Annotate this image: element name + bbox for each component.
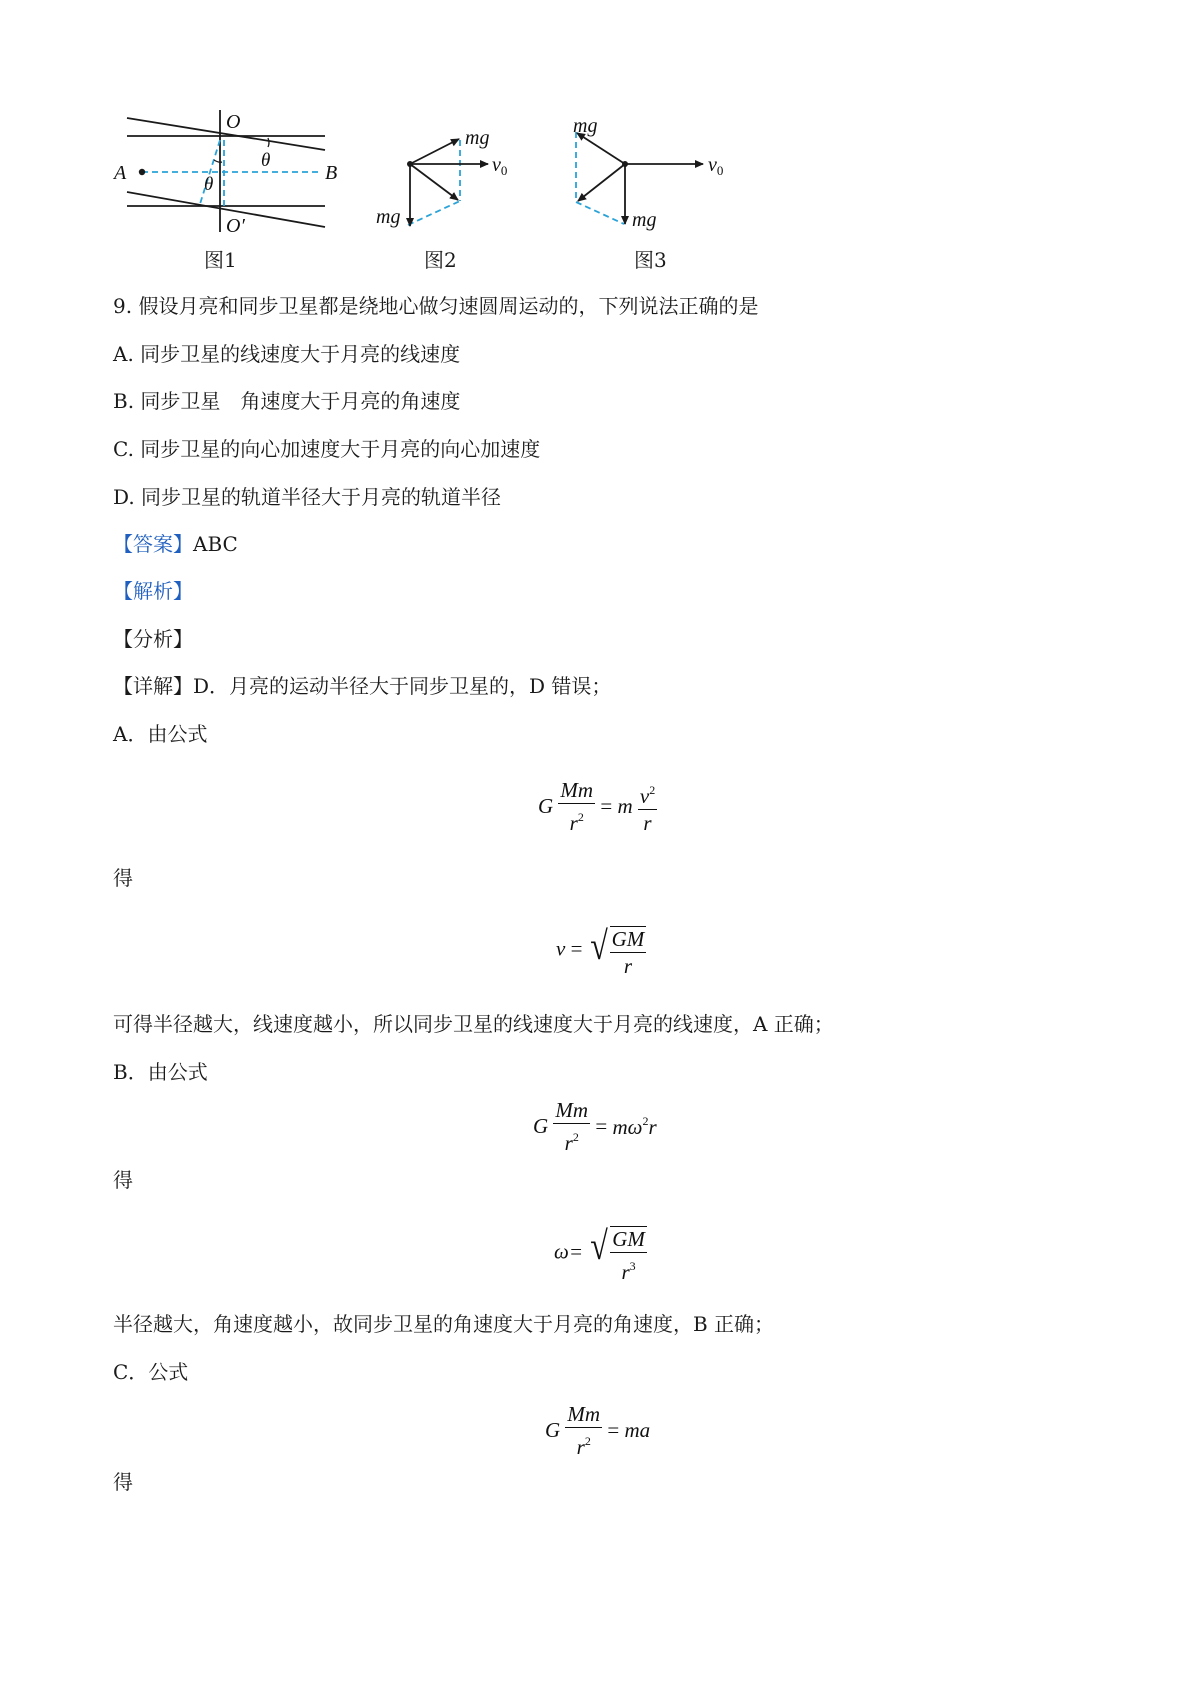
detail-c-intro: C．公式 bbox=[113, 1360, 189, 1384]
f2-den: r bbox=[623, 954, 633, 978]
fig1-point-a bbox=[139, 169, 145, 175]
f2-eq: = bbox=[570, 936, 583, 961]
fig1-angle-arc-top bbox=[268, 138, 269, 147]
formula-3 bbox=[533, 1098, 657, 1155]
f4-den: $r^3$ bbox=[621, 1259, 636, 1284]
analysis-label: 【解析】 bbox=[113, 579, 193, 603]
f1-num: Mm bbox=[560, 778, 594, 802]
fenxi-label: 【分析】 bbox=[113, 627, 193, 651]
fig2-label-v0: $v_0$ bbox=[492, 154, 508, 178]
option-d: D. 同步卫星的轨道半径大于月亮的轨道半径 bbox=[113, 485, 502, 509]
f2-sqrt: √ $\frac{GM}{r}$ bbox=[589, 923, 645, 978]
fig1-label-theta-mid: θ bbox=[204, 174, 214, 195]
formula-5 bbox=[545, 1402, 650, 1459]
option-a: A. 同步卫星的线速度大于月亮的线速度 bbox=[113, 342, 461, 366]
detail-a-conclusion: 可得半径越大，线速度越小，所以同步卫星的线速度大于月亮的线速度，A 正确； bbox=[113, 1012, 834, 1036]
figure-1 bbox=[112, 110, 337, 237]
f4-num: GM bbox=[612, 1227, 645, 1251]
f3-g: G bbox=[533, 1114, 549, 1138]
fig2-label-mg-bottom: mg bbox=[376, 206, 401, 228]
fig2-caption: 图2 bbox=[424, 248, 457, 272]
question-stem: 9. 假设月亮和同步卫星都是绕地心做匀速圆周运动的，下列说法正确的是 bbox=[113, 294, 759, 318]
fig2-arrow-resultant bbox=[410, 164, 458, 200]
fig3-caption: 图3 bbox=[634, 248, 667, 272]
fig3-origin bbox=[622, 161, 628, 167]
detail-line bbox=[113, 672, 611, 700]
f4-sqrt: √ $\frac{GM}{r^3}$ bbox=[590, 1223, 645, 1284]
fig1-label-b: B bbox=[325, 162, 338, 184]
answer-line bbox=[113, 530, 238, 558]
detail-b-conclusion: 半径越大，角速度越小，故同步卫星的角速度大于月亮的角速度，B 正确； bbox=[113, 1312, 775, 1336]
f3-eq: = bbox=[595, 1114, 608, 1138]
formula-2 bbox=[556, 920, 646, 978]
f1-den: $r^2$ bbox=[569, 810, 584, 835]
f3-den: $r^2$ bbox=[564, 1130, 579, 1155]
fig2-dashed-bottom bbox=[408, 201, 460, 225]
detail-a-intro: A．由公式 bbox=[113, 722, 208, 746]
formula-1 bbox=[538, 778, 657, 835]
fig1-label-o-prime: O′ bbox=[226, 215, 245, 237]
f2-num: GM bbox=[611, 927, 645, 951]
f1-num2: $v^2$ bbox=[638, 778, 657, 810]
f5-g: G bbox=[545, 1418, 561, 1442]
f1-g: G bbox=[538, 794, 554, 818]
answer-label: 【答案】 bbox=[113, 532, 193, 556]
fig2-label-mg-top: mg bbox=[465, 127, 490, 149]
f5-rhs: ma bbox=[624, 1418, 651, 1442]
fig3-arrow-resultant bbox=[578, 164, 625, 201]
figure-2 bbox=[376, 127, 507, 228]
f1-fraction-right bbox=[638, 778, 657, 835]
figures bbox=[0, 0, 1200, 290]
fig3-label-mg-bottom: mg bbox=[632, 209, 657, 231]
detail-d-text: D．月亮的运动半径大于同步卫星的，D 错误； bbox=[193, 674, 612, 698]
fig2-arrow-mg-up bbox=[410, 139, 459, 164]
f3-rhs: $m\omega^2r$ bbox=[612, 1113, 657, 1139]
de-3: 得 bbox=[113, 1470, 133, 1494]
answer-value: ABC bbox=[193, 532, 238, 556]
f2-lhs: v bbox=[556, 936, 566, 961]
f5-eq: = bbox=[607, 1418, 620, 1442]
f3-num: Mm bbox=[555, 1098, 589, 1122]
fig1-label-a: A bbox=[114, 162, 127, 184]
fig1-caption: 图1 bbox=[204, 248, 237, 272]
fig3-label-mg-top: mg bbox=[573, 115, 598, 137]
formula-4 bbox=[554, 1220, 647, 1284]
fig3-label-v0: $v_0$ bbox=[708, 154, 724, 178]
detail-b-intro: B．由公式 bbox=[113, 1060, 208, 1084]
f1-eq: = bbox=[600, 794, 613, 818]
f1-m: m bbox=[617, 794, 633, 818]
fig3-dashed-bottom bbox=[576, 202, 624, 224]
figure-3 bbox=[573, 115, 723, 231]
fig3-arrow-mg-up bbox=[577, 133, 625, 164]
f5-fraction bbox=[565, 1402, 602, 1459]
option-c: C. 同步卫星的向心加速度大于月亮的向心加速度 bbox=[113, 437, 541, 461]
f1-den2: r bbox=[643, 811, 652, 835]
f3-fraction bbox=[553, 1098, 590, 1155]
option-b: B. 同步卫星 角速度大于月亮的角速度 bbox=[113, 389, 461, 413]
f5-den: $r^2$ bbox=[576, 1434, 591, 1459]
f4-lhs: ω= bbox=[554, 1239, 583, 1264]
de-1: 得 bbox=[113, 866, 133, 890]
detail-label: 【详解】 bbox=[113, 674, 193, 698]
f1-fraction-left bbox=[558, 778, 595, 835]
fig1-label-o: O bbox=[226, 111, 241, 133]
fig2-origin bbox=[407, 161, 413, 167]
f5-num: Mm bbox=[567, 1402, 601, 1426]
fig1-label-theta-top: θ bbox=[261, 150, 271, 171]
de-2: 得 bbox=[113, 1168, 133, 1192]
